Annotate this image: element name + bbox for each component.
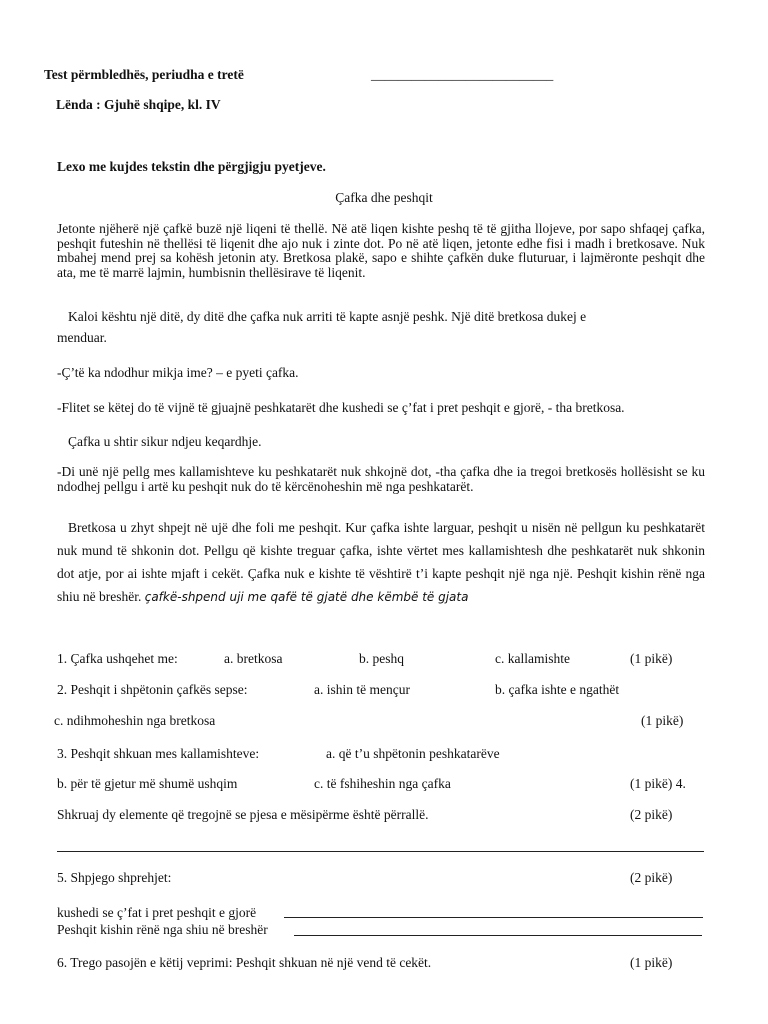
q6-points: (1 pikë) [630,955,673,970]
q5-text: 5. Shpjego shprehjet: [57,870,172,885]
story-paragraph-6: -Di unë një pellg mes kallamishteve ku peshkatarët nuk shkojnë dot, -tha çafka dhe ia tregoi bretkosës hollësisht se ku ndodhej pellgu i artë ku peshqit nuk do të kërcënoheshin më nga peshkatarët. [57,464,705,494]
story-paragraph-3: -Ç’të ka ndodhur mikja ime? – e pyeti çafka. [57,365,299,380]
glossary-note: çafkë-shpend uji me qafë të gjatë dhe këmbë të gjata [144,590,469,604]
q3-option-a: a. që t’u shpëtonin peshkatarëve [326,746,500,761]
q3-points: (1 pikë) 4. [630,776,686,791]
q2-option-b: b. çafka ishte e ngathët [495,682,620,697]
story-title: Çafka dhe peshqit [335,190,433,205]
story-paragraph-5: Çafka u shtir sikur ndjeu keqardhje. [68,434,262,449]
q3-option-b: b. për të gjetur më shumë ushqim [57,776,238,791]
story-paragraph-7-text: Bretkosa u zhyt shpejt në ujë dhe foli me peshqit. Kur çafka ishte larguar, peshqit u nisën në pellgun ku peshkatarët nuk mund të shkonin dot. Pellgu që kishte treguar çafka, ishte vërtet mes kallamishtesh dhe peshkatarët nuk shkonin dot atje, por ai ishte mjaft i cekët. Çafka nuk e kishte të vështirë t’i kapte peshqit një nga një. Peshqit kishin rënë nga shiu në breshër. [57,520,705,604]
q5-answer-line-2[interactable] [294,935,702,936]
student-name-line: ___________________________ [371,67,554,82]
q2-text: 2. Peshqit i shpëtonin çafkës sepse: [57,682,248,697]
q4-points: (2 pikë) [630,807,673,822]
q2-points: (1 pikë) [641,713,684,728]
q4-answer-line[interactable] [57,851,704,852]
q3-text: 3. Peshqit shkuan mes kallamishteve: [57,746,260,761]
q4-text: Shkruaj dy elemente që tregojnë se pjesa e mësipërme është përrallë. [57,807,429,822]
subject-line: Lënda : Gjuhë shqipe, kl. IV [56,97,221,112]
q2-option-a: a. ishin të mençur [314,682,410,697]
q1-text: 1. Çafka ushqehet me: [57,651,178,666]
q1-points: (1 pikë) [630,651,673,666]
story-paragraph-4: -Flitet se këtej do të vijnë të gjuajnë peshkatarët dhe kushedi se ç’fat i pret peshqit e gjorë, - tha bretkosa. [57,400,625,415]
q5-points: (2 pikë) [630,870,673,885]
q1-option-c: c. kallamishte [495,651,570,666]
q5-answer-line-1[interactable] [284,917,703,918]
q5-expression-1: kushedi se ç’fat i pret peshqit e gjorë [57,905,257,920]
q5-expression-2: Peshqit kishin rënë nga shiu në breshër [57,922,268,937]
q3-option-c: c. të fshiheshin nga çafka [314,776,451,791]
q2-option-c: c. ndihmoheshin nga bretkosa [54,713,216,728]
story-paragraph-2-line-1: Kaloi kështu një ditë, dy ditë dhe çafka nuk arriti të kapte asnjë peshk. Një ditë bretkosa dukej e [68,309,587,324]
instruction: Lexo me kujdes tekstin dhe përgjigju pyetjeve. [57,159,326,174]
q1-option-a: a. bretkosa [224,651,283,666]
story-paragraph-7 [57,516,705,609]
story-paragraph-2-line-2: menduar. [57,330,107,345]
q1-option-b: b. peshq [359,651,404,666]
test-title: Test përmbledhës, periudha e tretë [44,67,244,82]
story-paragraph-1: Jetonte njëherë një çafkë buzë një liqeni të thellë. Në atë liqen kishte peshq të të gjitha llojeve, por sapo shfaqej çafka, peshqit futeshin në thellësi të liqenit dhe ajo nuk i zinte dot. Po në atë liqen, jetonte edhe fisi i madh i bretkosave. Nuk mbahej mend prej sa kohësh jetonin aty. Bretkosa plakë, sapo e shihte çafkën duke fluturuar, i lajmëronte peshqit dhe ata, me të marrë lajmin, humbisnin thellësirave të liqenit. [57,221,705,280]
q6-text: 6. Trego pasojën e këtij veprimi: Peshqit shkuan në një vend të cekët. [57,955,432,970]
